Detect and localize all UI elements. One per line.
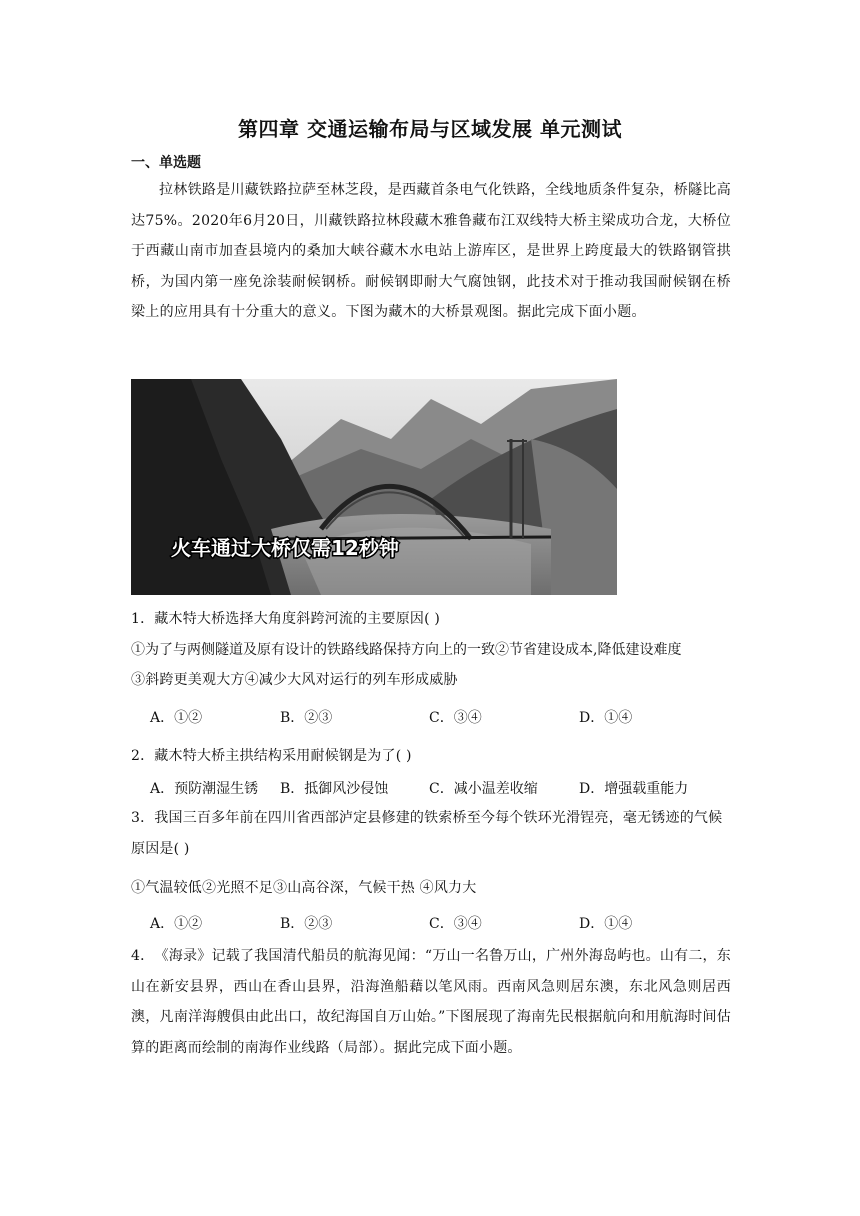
question-4-text: 4． 《海录》记载了我国清代船员的航海见闻：“万山一名鲁万山，广州外海岛屿也。山有二，东山在新安县界，西山在香山县界，沿海渔船藉以笔风雨。西南风急则居东澳，东北风急则居西澳，凡南洋海艘俱由此出口，故纪海国自万山始。”下图展现了海南先民根据航向和用航海时间估算的距离而绘制的南海作业线路（局部）。据此完成下面小题。 — [131, 948, 731, 1056]
question-1-stem: 1．藏木特大桥选择大角度斜跨河流的主要原因( ) — [131, 611, 441, 627]
option-d[interactable]: D．①④ — [579, 916, 633, 932]
option-c[interactable]: C．③④ — [429, 710, 482, 726]
section-heading: 一、单选题 — [131, 155, 201, 171]
question-2-options — [150, 778, 730, 800]
page-title: 第四章 交通运输布局与区域发展 单元测试 — [238, 117, 622, 141]
question-2-stem: 2．藏木特大桥主拱结构采用耐候钢是为了( ) — [131, 748, 412, 764]
option-d[interactable]: D．①④ — [579, 710, 633, 726]
bridge-photo — [131, 379, 617, 595]
option-a[interactable]: A．预防潮湿生锈 — [150, 781, 259, 797]
question-1-options — [150, 707, 730, 729]
option-a[interactable]: A．①② — [150, 916, 203, 932]
option-d[interactable]: D．增强载重能力 — [579, 781, 689, 797]
question-1-line-2: ③斜跨更美观大方④减少大风对运行的列车形成威胁 — [131, 672, 458, 688]
option-c[interactable]: C．减小温差收缩 — [429, 781, 538, 797]
option-c[interactable]: C．③④ — [429, 916, 482, 932]
photo-caption: 火车通过大桥仅需12秒钟 — [171, 536, 399, 560]
option-a[interactable]: A．①② — [150, 710, 203, 726]
question-3-stem: 3．我国三百多年前在四川省西部泸定县修建的铁索桥至今每个铁环光滑锃亮，毫无锈迹的气候原因是( ) — [131, 810, 723, 857]
question-3-options — [150, 913, 730, 935]
option-b[interactable]: B．②③ — [280, 916, 333, 932]
question-1-line-1: ①为了与两侧隧道及原有设计的铁路线路保持方向上的一致②节省建设成本,降低建设难度 — [131, 642, 682, 658]
option-b[interactable]: B．②③ — [280, 710, 333, 726]
option-b[interactable]: B．抵御风沙侵蚀 — [280, 781, 389, 797]
question-3-line-1: ①气温较低②光照不足③山高谷深，气候干热 ④风力大 — [131, 880, 477, 896]
passage-1: 拉林铁路是川藏铁路拉萨至林芝段，是西藏首条电气化铁路，全线地质条件复杂，桥隧比高达75%。2020年6月20日，川藏铁路拉林段藏木雅鲁藏布江双线特大桥主梁成功合龙，大桥位于西藏山南市加查县境内的桑加大峡谷藏木水电站上游库区，是世界上跨度最大的铁路钢管拱桥，为国内第一座免涂装耐候钢桥。耐候钢即耐大气腐蚀钢，此技术对于推动我国耐候钢在桥梁上的应用具有十分重大的意义。下图为藏木的大桥景观图。据此完成下面小题。 — [131, 182, 731, 320]
